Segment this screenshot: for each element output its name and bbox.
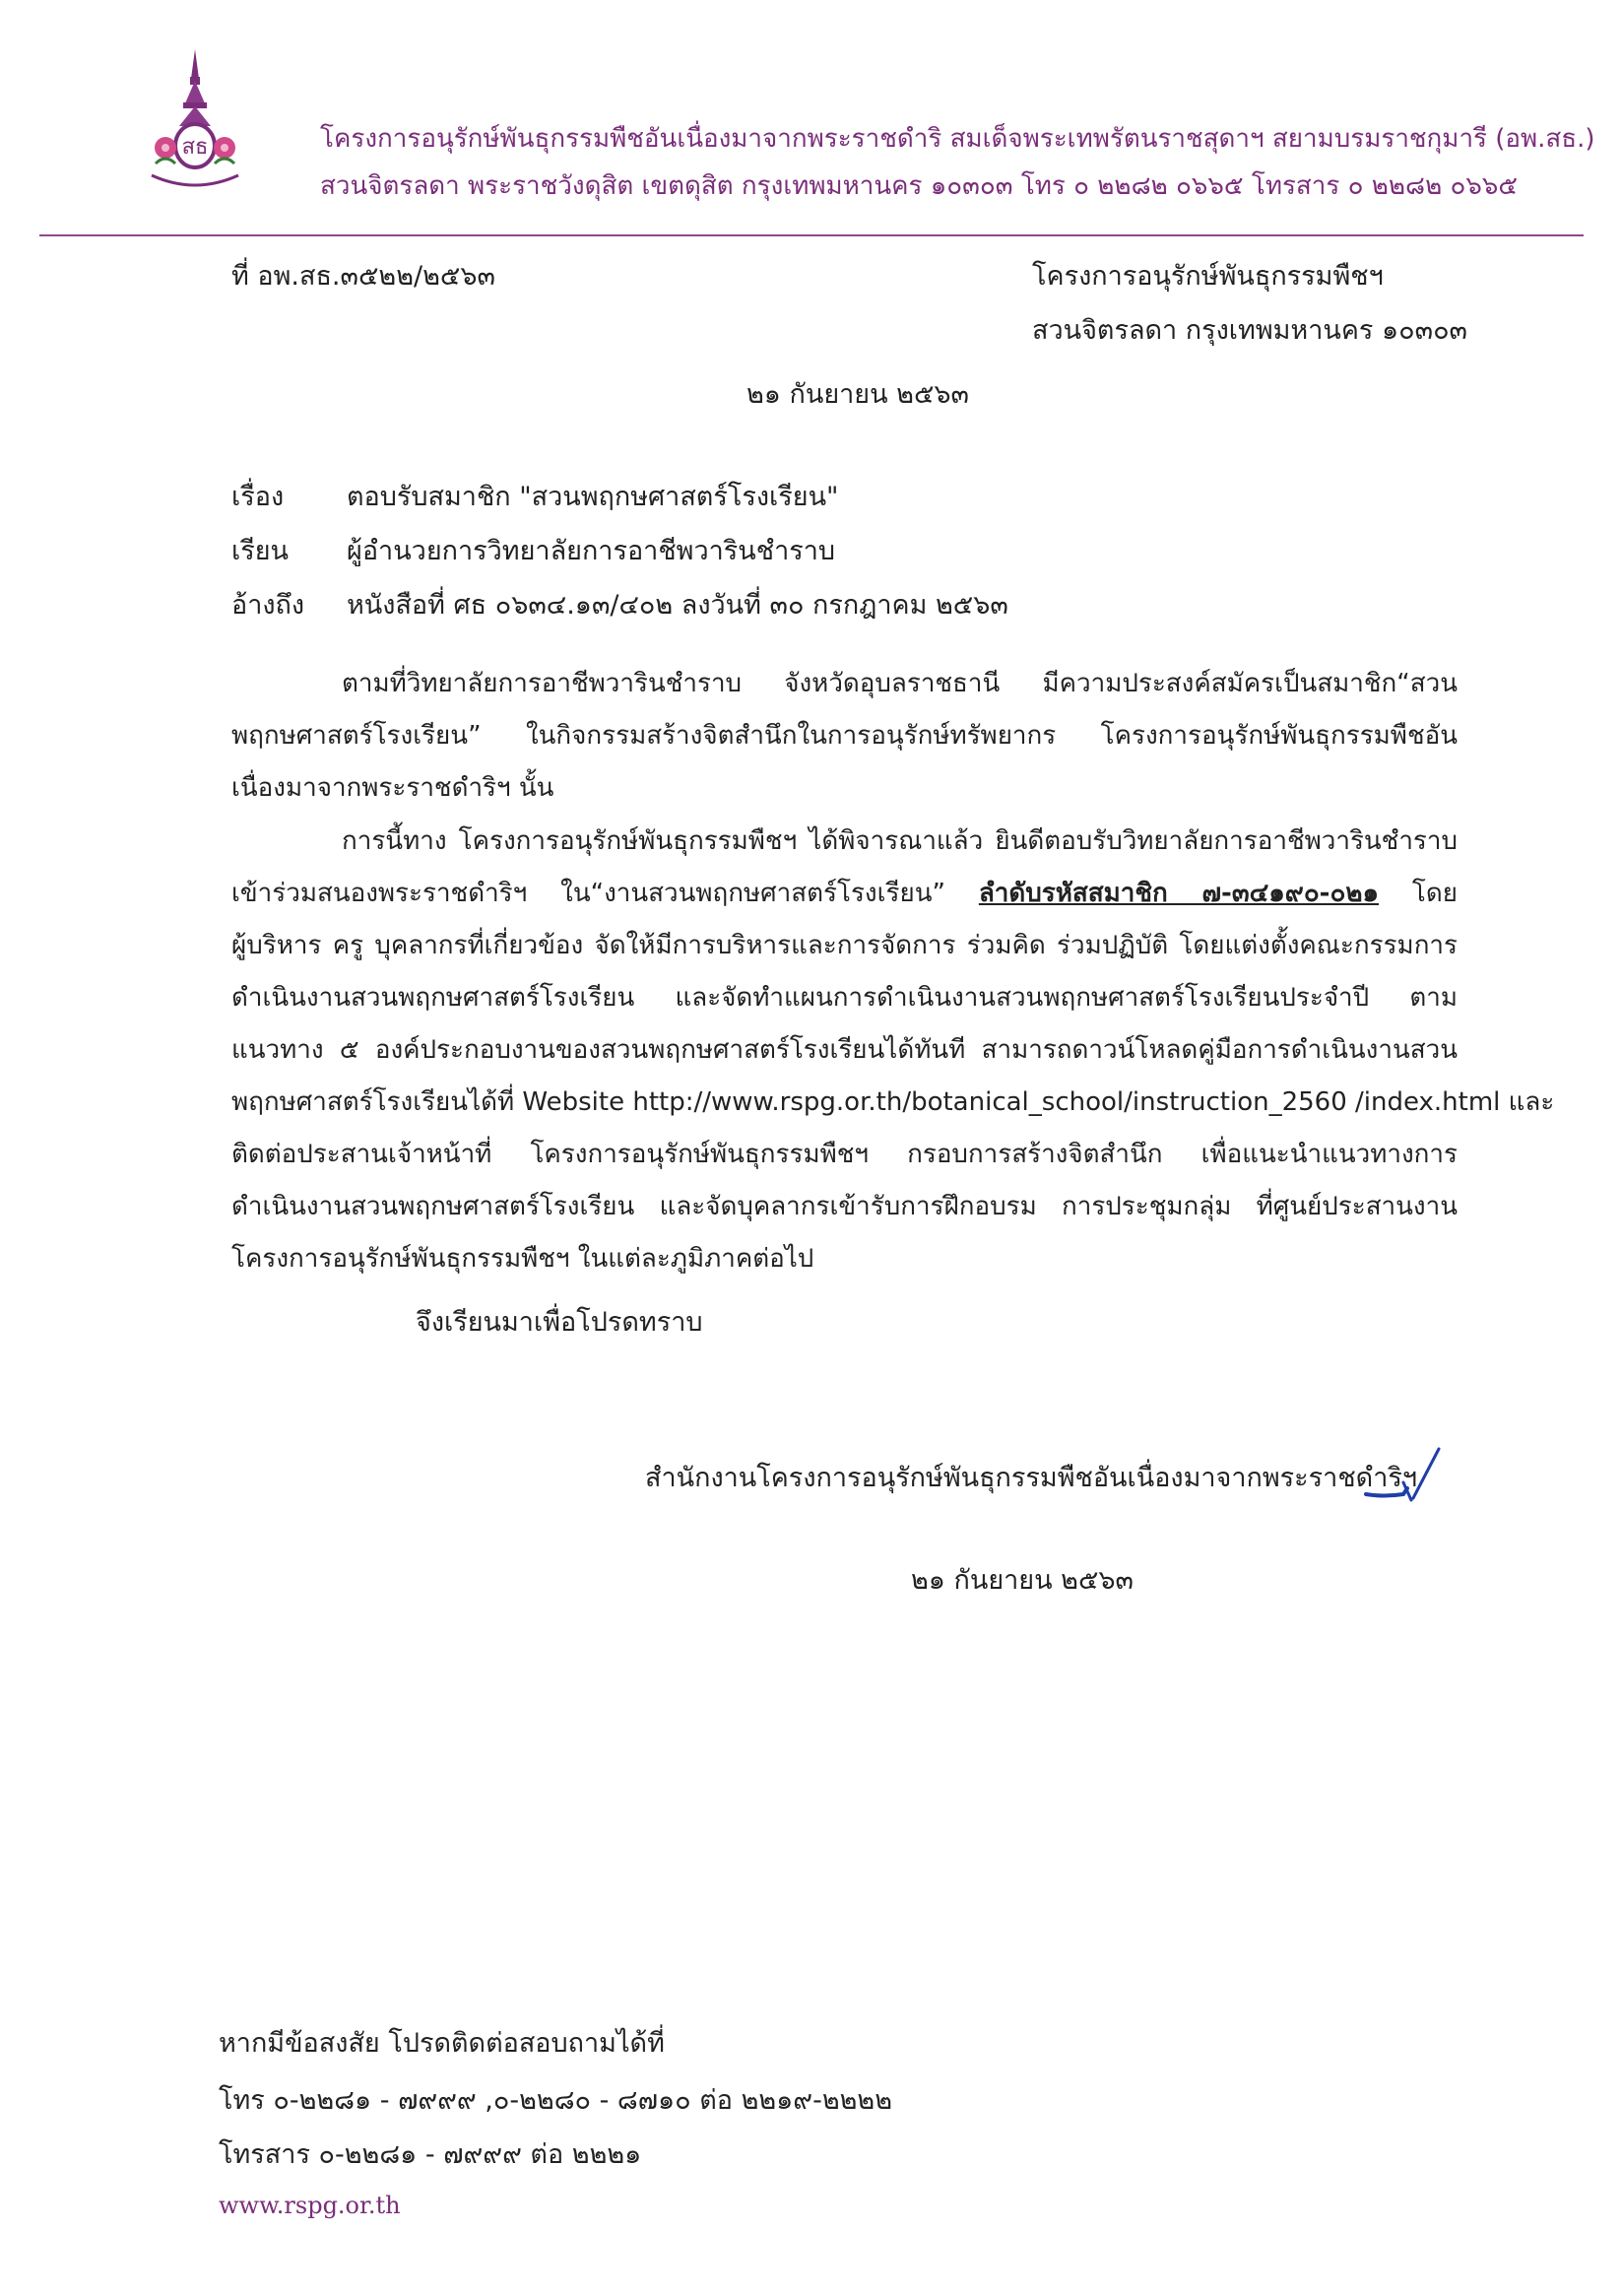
recipient-text: ผู้อำนวยการวิทยาลัยการอาชีพวารินชำราบ [347, 536, 836, 566]
header-address-line: สวนจิตรลดา พระราชวังดุสิต เขตดุสิต กรุงเทพมหานคร ๑๐๓๐๓ โทร ๐ ๒๒๘๒ ๐๖๖๕ โทรสาร ๐ ๒๒๘๒ ๐๖๖๕ [320, 171, 1519, 201]
paragraph-line: ดำเนินงานสวนพฤกษศาสตร์โรงเรียน และจัดทำแผนการดำเนินงานสวนพฤกษศาสตร์โรงเรียนประจำปี ตาม [231, 983, 1458, 1013]
rspg-royal-emblem-icon [146, 49, 244, 197]
paragraph-line: พฤกษศาสตร์โรงเรียน” ในกิจกรรมสร้างจิตสำนึกในการอนุรักษ์ทรัพยากร โครงการอนุรักษ์พันธุกรรมพืชอัน [231, 721, 1458, 751]
signatory-org: สำนักงานโครงการอนุรักษ์พันธุกรรมพืชอันเนื่องมาจากพระราชดำริฯ [645, 1463, 1418, 1493]
paragraph-line: ดำเนินงานสวนพฤกษศาสตร์โรงเรียน และจัดบุคลากรเข้ารับการฝึกอบรม การประชุมกลุ่ม ที่ศูนย์ประสานงาน [231, 1192, 1458, 1221]
header-divider [39, 234, 1584, 236]
paragraph-text: โดย [1378, 879, 1458, 908]
paragraph-line: ผู้บริหาร ครู บุคลากรที่เกี่ยวข้อง จัดให้มีการบริหารและการจัดการ ร่วมคิด ร่วมปฏิบัติ โดยแต่งตั้งคณะกรรมการ [231, 931, 1458, 960]
paragraph-line [231, 868, 1458, 920]
contact-fax: โทรสาร ๐-๒๒๘๑ - ๗๙๙๙ ต่อ ๒๒๒๑ [219, 2139, 642, 2170]
contact-phone: โทร ๐-๒๒๘๑ - ๗๙๙๙ ,๐-๒๒๘๐ - ๘๗๑๐ ต่อ ๒๒๑๙-๒๒๒๒ [219, 2085, 893, 2116]
paragraph-line: ติดต่อประสานเจ้าหน้าที่ โครงการอนุรักษ์พันธุกรรมพืชฯ กรอบการสร้างจิตสำนึก เพื่อแนะนำแนวทางการ [231, 1140, 1458, 1169]
contact-intro: หากมีข้อสงสัย โปรดติดต่อสอบถามได้ที่ [219, 2028, 665, 2059]
paragraph-line: โครงการอนุรักษ์พันธุกรรมพืชฯ ในแต่ละภูมิภาคต่อไป [231, 1244, 814, 1274]
paragraph-text: เข้าร่วมสนองพระราชดำริฯ ใน“งานสวนพฤกษศาสตร์โรงเรียน” [231, 879, 979, 908]
header-org-line: โครงการอนุรักษ์พันธุกรรมพืชอันเนื่องมาจากพระราชดำริ สมเด็จพระเทพรัตนราชสุดาฯ สยามบรมราชกุมารี (อพ.สธ.) [320, 124, 1595, 154]
closing-phrase: จึงเรียนมาเพื่อโปรดทราบ [416, 1307, 703, 1338]
subject-label: เรื่อง [231, 482, 285, 512]
svg-text:สธ: สธ [181, 135, 209, 160]
paragraph-line: การนี้ทาง โครงการอนุรักษ์พันธุกรรมพืชฯ ได้พิจารณาแล้ว ยินดีตอบรับวิทยาลัยการอาชีพวารินชำราบ [342, 826, 1458, 856]
website-link[interactable]: www.rspg.or.th [219, 2192, 401, 2219]
reference-text: หนังสือที่ ศธ ๐๖๓๔.๑๓/๔๐๒ ลงวันที่ ๓๐ กรกฎาคม ๒๕๖๓ [347, 590, 1008, 621]
paragraph-line: เนื่องมาจากพระราชดำริฯ นั้น [231, 773, 554, 803]
body-paragraph-2 [231, 816, 1555, 1285]
recipient-label: เรียน [231, 536, 290, 566]
member-code: ลำดับรหัสสมาชิก ๗-๓๔๑๙๐-๐๒๑ [978, 879, 1379, 908]
signature-date: ๒๑ กันยายน ๒๕๖๓ [911, 1565, 1134, 1596]
paragraph-line: แนวทาง ๕ องค์ประกอบงานของสวนพฤกษศาสตร์โรงเรียนได้ทันที สามารถดาวน์โหลดคู่มือการดำเนินงานสวน [231, 1035, 1458, 1065]
paragraph-line: พฤกษศาสตร์โรงเรียนได้ที่ Website http://www.rspg.or.th/botanical_school/instruction_2560 /index.html และ [231, 1087, 1555, 1117]
body-paragraph-1 [231, 658, 1458, 815]
sender-org-name: โครงการอนุรักษ์พันธุกรรมพืชฯ [1032, 261, 1384, 292]
reference-number: ที่ อพ.สธ.๓๕๒๒/๒๕๖๓ [231, 261, 495, 292]
paragraph-line: ตามที่วิทยาลัยการอาชีพวารินชำราบ จังหวัดอุบลราชธานี มีความประสงค์สมัครเป็นสมาชิก“สวน [342, 669, 1458, 698]
subject-text: ตอบรับสมาชิก "สวนพฤกษศาสตร์โรงเรียน" [347, 482, 839, 512]
handwritten-signature [1364, 1443, 1443, 1507]
letter-date: ๒๑ กันยายน ๒๕๖๓ [746, 379, 969, 410]
sender-org-address: สวนจิตรลดา กรุงเทพมหานคร ๑๐๓๐๓ [1032, 315, 1468, 346]
reference-label: อ้างถึง [231, 590, 305, 621]
